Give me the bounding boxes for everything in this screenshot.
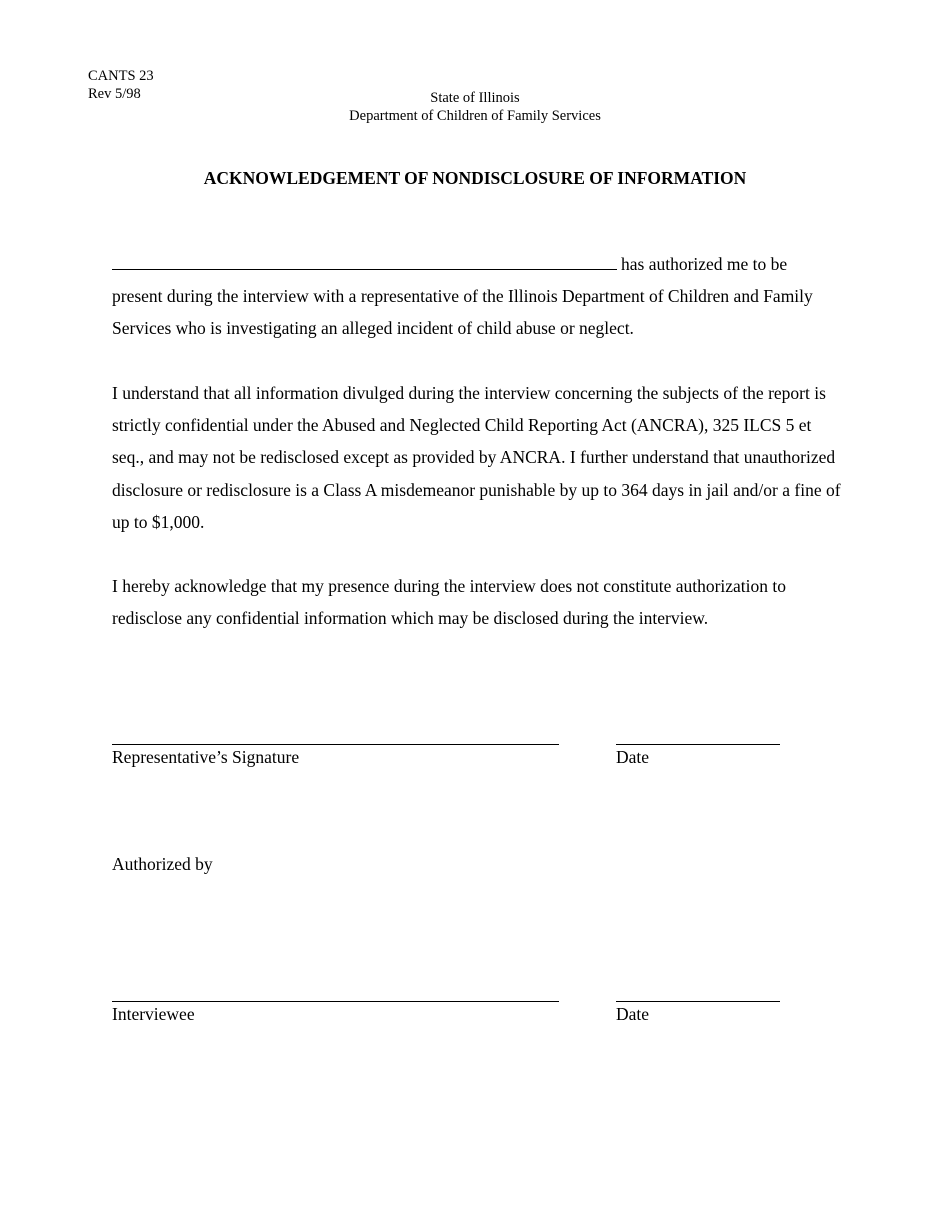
interviewee-date-label: Date — [616, 1004, 650, 1024]
acknowledgement-paragraph: I hereby acknowledge that my presence during the interview does not constitute authorization to redisclose any confidential information which may be disclosed during the interview. — [112, 576, 787, 629]
state-name: State of Illinois — [430, 90, 520, 106]
confidentiality-paragraph: I understand that all information divulged during the interview concerning the subjects of the report is strictly confidential under the Abused and Neglected Child Reporting Act (ANCRA), 325 ILCS 5 et seq., and may not be redisclosed except as provided by ANCRA. I further understand that unauthorized disclosure or redisclosure is a Class A misdemeanor punishable by up to 364 days in jail and/or a fine of up to $1,000. — [112, 383, 841, 532]
document-title: ACKNOWLEDGEMENT OF NONDISCLOSURE OF INFORMATION — [203, 168, 747, 188]
authorized-by-label: Authorized by — [112, 854, 213, 874]
department-name: Department of Children of Family Services — [349, 108, 601, 124]
representative-signature-label: Representative’s Signature — [112, 747, 300, 767]
representative-date-line[interactable] — [616, 744, 780, 745]
authorization-text: has authorized me to be present during the interview with a representative of the Illinois Department of Children and Family Services who is investigating an alleged incident of child abuse or neglect. — [112, 254, 813, 339]
authorization-paragraph — [112, 248, 842, 345]
interviewee-signature-line[interactable] — [112, 1001, 559, 1002]
representative-date-label: Date — [616, 747, 650, 767]
form-revision: Rev 5/98 — [88, 86, 141, 102]
form-number: CANTS 23 — [88, 68, 154, 84]
authorizer-name-field[interactable] — [112, 268, 617, 270]
representative-signature-line[interactable] — [112, 744, 559, 745]
interviewee-date-line[interactable] — [616, 1001, 780, 1002]
interviewee-signature-label: Interviewee — [112, 1004, 195, 1024]
agency-header — [0, 89, 950, 125]
